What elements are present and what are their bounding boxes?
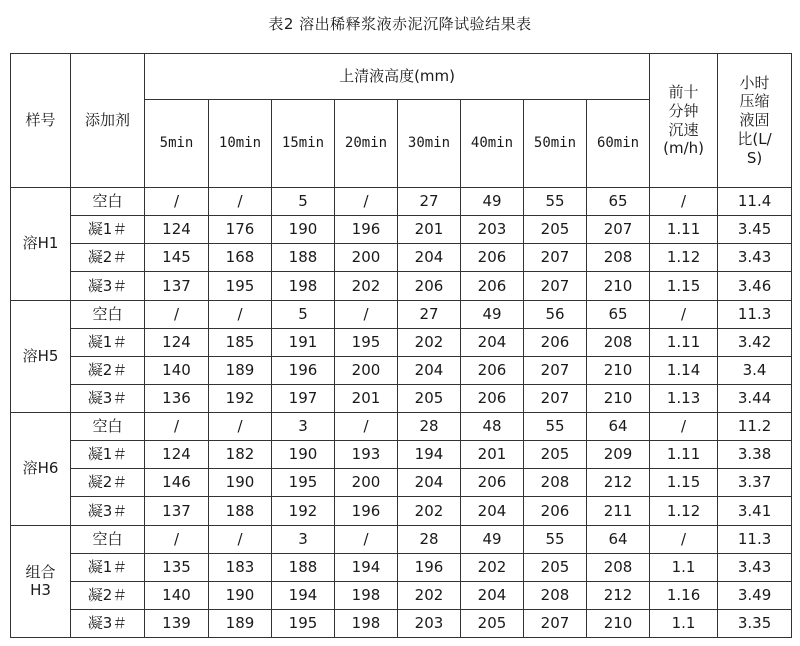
height-cell: 28 [398,413,461,441]
height-cell: 202 [398,581,461,609]
height-cell: 140 [145,581,209,609]
table-caption: 表2 溶出稀释浆液赤泥沉降试验结果表 [268,15,532,33]
height-cell: 168 [209,244,272,272]
height-cell: 145 [145,244,209,272]
table-row [11,244,792,272]
height-cell: 55 [524,188,587,216]
height-cell: 206 [398,272,461,300]
height-cell: 55 [524,413,587,441]
height-cell: 124 [145,328,209,356]
height-cell: 202 [398,497,461,525]
height-cell: 5 [272,300,335,328]
height-cell: / [209,413,272,441]
height-cell: 190 [209,581,272,609]
additive-cell: 凝3＃ [71,609,145,637]
additive-cell: 空白 [71,413,145,441]
height-cell: 208 [587,328,650,356]
height-cell: 136 [145,384,209,412]
height-cell: 191 [272,328,335,356]
height-cell: 176 [209,216,272,244]
height-cell: 27 [398,300,461,328]
speed-cell: 1.11 [650,216,718,244]
height-cell: 204 [398,356,461,384]
height-cell: / [209,525,272,553]
height-cell: 195 [335,328,398,356]
speed-cell: / [650,188,718,216]
height-cell: 3 [272,413,335,441]
height-cell: 206 [461,356,524,384]
additive-cell: 凝3＃ [71,384,145,412]
height-cell: / [209,188,272,216]
header-sample: 样号 [11,54,71,188]
height-cell: 185 [209,328,272,356]
height-cell: 202 [335,272,398,300]
height-cell: 49 [461,188,524,216]
height-cell: 206 [461,272,524,300]
height-cell: 204 [461,328,524,356]
height-cell: 209 [587,441,650,469]
height-cell: 182 [209,441,272,469]
height-cell: 198 [335,581,398,609]
height-cell: 205 [524,216,587,244]
additive-cell: 凝1＃ [71,216,145,244]
table-row [11,384,792,412]
height-cell: 207 [587,216,650,244]
height-cell: 55 [524,525,587,553]
header-compression-ratio: 小时 压缩 液固 比(L/ S) [718,54,792,188]
height-cell: 206 [461,244,524,272]
table-row [11,300,792,328]
table-row [11,469,792,497]
height-cell: 189 [209,609,272,637]
table-row [11,609,792,637]
additive-cell: 空白 [71,525,145,553]
height-cell: 196 [335,216,398,244]
header-time: 30min [398,100,461,188]
height-cell: 196 [272,356,335,384]
ratio-cell: 3.37 [718,469,792,497]
table-body [11,188,792,638]
height-cell: 204 [398,244,461,272]
height-cell: 207 [524,244,587,272]
ratio-cell: 3.44 [718,384,792,412]
height-cell: 196 [398,553,461,581]
height-cell: 200 [335,244,398,272]
height-cell: 210 [587,356,650,384]
speed-cell: 1.1 [650,553,718,581]
height-cell: 201 [398,216,461,244]
additive-cell: 凝1＃ [71,553,145,581]
height-cell: 137 [145,497,209,525]
height-cell: 201 [461,441,524,469]
height-cell: 64 [587,413,650,441]
speed-cell: / [650,413,718,441]
height-cell: 205 [461,609,524,637]
height-cell: 207 [524,272,587,300]
height-cell: 190 [272,216,335,244]
height-cell: 135 [145,553,209,581]
header-time: 50min [524,100,587,188]
height-cell: 188 [209,497,272,525]
height-cell: 205 [398,384,461,412]
additive-cell: 凝2＃ [71,581,145,609]
height-cell: 206 [524,497,587,525]
height-cell: 27 [398,188,461,216]
height-cell: 207 [524,609,587,637]
additive-cell: 凝3＃ [71,497,145,525]
ratio-cell: 11.3 [718,525,792,553]
height-cell: 204 [461,581,524,609]
header-time: 5min [145,100,209,188]
height-cell: 28 [398,525,461,553]
height-cell: 65 [587,188,650,216]
height-cell: 205 [524,553,587,581]
height-cell: 190 [209,469,272,497]
speed-cell: 1.15 [650,272,718,300]
height-cell: 192 [209,384,272,412]
table-row [11,216,792,244]
header-supernatant-height: 上清液高度(mm) [145,54,650,100]
height-cell: 188 [272,244,335,272]
height-cell: 194 [398,441,461,469]
height-cell: 208 [587,244,650,272]
height-cell: 49 [461,300,524,328]
height-cell: 208 [587,553,650,581]
ratio-cell: 3.38 [718,441,792,469]
table-row [11,356,792,384]
height-cell: / [145,525,209,553]
header-time: 20min [335,100,398,188]
ratio-cell: 3.43 [718,244,792,272]
height-cell: 192 [272,497,335,525]
sample-cell: 溶H5 [11,300,71,413]
table-row [11,413,792,441]
height-cell: 194 [272,581,335,609]
height-cell: 200 [335,469,398,497]
table-row [11,525,792,553]
additive-cell: 空白 [71,188,145,216]
height-cell: / [335,188,398,216]
height-cell: 211 [587,497,650,525]
ratio-cell: 3.45 [718,216,792,244]
height-cell: 124 [145,216,209,244]
sample-cell: 组合 H3 [11,525,71,638]
height-cell: 210 [587,384,650,412]
height-cell: 203 [398,609,461,637]
height-cell: 212 [587,581,650,609]
height-cell: 183 [209,553,272,581]
height-cell: 202 [461,553,524,581]
height-cell: / [209,300,272,328]
height-cell: 210 [587,609,650,637]
table-row [11,581,792,609]
speed-cell: 1.16 [650,581,718,609]
height-cell: 64 [587,525,650,553]
height-cell: 206 [461,384,524,412]
height-cell: 48 [461,413,524,441]
height-cell: 207 [524,356,587,384]
height-cell: 206 [461,469,524,497]
height-cell: 188 [272,553,335,581]
speed-cell: 1.13 [650,384,718,412]
height-cell: 193 [335,441,398,469]
speed-cell: 1.14 [650,356,718,384]
height-cell: 137 [145,272,209,300]
additive-cell: 凝2＃ [71,469,145,497]
table-row [11,188,792,216]
height-cell: 139 [145,609,209,637]
ratio-cell: 3.43 [718,553,792,581]
table-row [11,328,792,356]
height-cell: 3 [272,525,335,553]
table-row [11,272,792,300]
speed-cell: 1.1 [650,609,718,637]
height-cell: 210 [587,272,650,300]
additive-cell: 凝2＃ [71,356,145,384]
height-cell: 140 [145,356,209,384]
table-row [11,553,792,581]
height-cell: 206 [524,328,587,356]
height-cell: 195 [272,469,335,497]
additive-cell: 空白 [71,300,145,328]
height-cell: 56 [524,300,587,328]
height-cell: 207 [524,384,587,412]
height-cell: 198 [272,272,335,300]
height-cell: / [335,413,398,441]
speed-cell: / [650,525,718,553]
height-cell: / [335,525,398,553]
height-cell: 195 [209,272,272,300]
height-cell: / [335,300,398,328]
height-cell: 5 [272,188,335,216]
sample-cell: 溶H6 [11,413,71,526]
header-time: 15min [272,100,335,188]
height-cell: 189 [209,356,272,384]
height-cell: 190 [272,441,335,469]
height-cell: / [145,413,209,441]
height-cell: 203 [461,216,524,244]
height-cell: 124 [145,441,209,469]
ratio-cell: 3.49 [718,581,792,609]
speed-cell: 1.12 [650,497,718,525]
additive-cell: 凝3＃ [71,272,145,300]
height-cell: 202 [398,328,461,356]
height-cell: 194 [335,553,398,581]
height-cell: 196 [335,497,398,525]
ratio-cell: 3.4 [718,356,792,384]
height-cell: 195 [272,609,335,637]
additive-cell: 凝1＃ [71,441,145,469]
height-cell: 201 [335,384,398,412]
header-time: 10min [209,100,272,188]
height-cell: 197 [272,384,335,412]
header-time: 40min [461,100,524,188]
height-cell: 200 [335,356,398,384]
table-row [11,497,792,525]
height-cell: / [145,188,209,216]
ratio-cell: 11.2 [718,413,792,441]
height-cell: 204 [461,497,524,525]
header-time: 60min [587,100,650,188]
ratio-cell: 3.35 [718,609,792,637]
speed-cell: 1.11 [650,328,718,356]
height-cell: 204 [398,469,461,497]
height-cell: 205 [524,441,587,469]
ratio-cell: 11.3 [718,300,792,328]
ratio-cell: 3.42 [718,328,792,356]
height-cell: 65 [587,300,650,328]
additive-cell: 凝1＃ [71,328,145,356]
header-additive: 添加剂 [71,54,145,188]
additive-cell: 凝2＃ [71,244,145,272]
height-cell: 212 [587,469,650,497]
ratio-cell: 3.46 [718,272,792,300]
height-cell: 208 [524,581,587,609]
ratio-cell: 3.41 [718,497,792,525]
height-cell: 146 [145,469,209,497]
header-row-top [11,54,792,100]
height-cell: 198 [335,609,398,637]
speed-cell: 1.12 [650,244,718,272]
speed-cell: / [650,300,718,328]
ratio-cell: 11.4 [718,188,792,216]
speed-cell: 1.15 [650,469,718,497]
header-settling-speed: 前十 分钟 沉速 (m/h) [650,54,718,188]
height-cell: 208 [524,469,587,497]
height-cell: / [145,300,209,328]
speed-cell: 1.11 [650,441,718,469]
sample-cell: 溶H1 [11,188,71,301]
height-cell: 49 [461,525,524,553]
table-row [11,441,792,469]
settling-test-table [10,53,792,638]
